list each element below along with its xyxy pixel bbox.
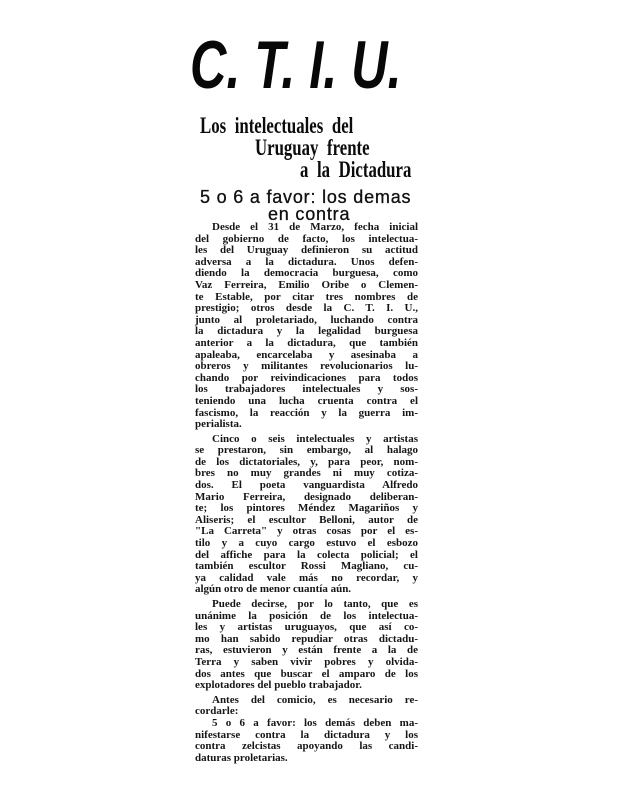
text-line: también escultor Rossi Magliano, cu- <box>195 560 418 573</box>
text-line: teniendo una lucha cruenta contra el <box>195 394 418 407</box>
text-line: Vaz Ferreira, Emilio Oribe o Clemen- <box>195 278 418 291</box>
article-paragraph <box>195 434 418 596</box>
text-line: apaleaba, encarcelaba y asesinaba a <box>195 348 418 361</box>
text-line: chando por reivindicaciones para todos <box>195 371 418 384</box>
text-line: obreros y militantes revolucionarios lu- <box>195 360 418 373</box>
text-line: daturas proletarias. <box>195 751 288 764</box>
text-line: "La Carreta" y otras cosas por el es- <box>195 525 418 538</box>
text-line: diendo la democracia burguesa, como <box>195 267 418 280</box>
text-line: te; los pintores Méndez Magariños y <box>195 502 418 515</box>
text-line: mo han sabido repudiar otras dictadu- <box>195 632 418 645</box>
text-line: explotadores del pueblo trabajador. <box>195 679 362 692</box>
article-paragraph <box>195 222 418 431</box>
text-line: de los dictatoriales, y, para peor, nom- <box>195 455 418 468</box>
text-line: Antes del comicio, es necesario re- <box>212 693 418 706</box>
text-line: Mario Ferreira, designado deliberan- <box>195 490 418 503</box>
text-line: Terra y saben vivir pobres y olvida- <box>195 655 418 668</box>
text-line: tilo y a cuyo cargo estuvo el esbozo <box>195 537 418 550</box>
text-line: ras, estuvieron y están frente a la de <box>195 644 418 657</box>
text-line: ya calidad vale más no recordar, y <box>195 571 418 584</box>
text-line: les del Uruguay definieron su actitud <box>195 244 418 257</box>
text-line: adversa a la dictadura. Unos defen- <box>195 255 418 268</box>
text-line: unánime la posición de los intelectua- <box>195 609 418 622</box>
text-line: perialista. <box>195 418 242 431</box>
text-line: la dictadura y la legalidad burguesa <box>195 325 418 338</box>
text-line: algún otro de menor cuantía aún. <box>195 583 352 596</box>
text-line: los trabajadores intelectuales y sos- <box>195 383 418 396</box>
subheadline-line: en contra <box>268 204 351 224</box>
text-line: nifestarse contra la dictadura y los <box>195 728 418 741</box>
text-line: prestigio; otros desde la C. T. I. U., <box>195 302 418 315</box>
masthead-title: C. T. I. U. <box>190 27 402 103</box>
article-paragraph <box>195 695 418 718</box>
text-line: te Estable, por citar tres nombres de <box>195 290 418 303</box>
headline-line: Uruguay frente <box>255 135 370 160</box>
article-paragraph <box>195 718 418 764</box>
text-line: del affiche para la colecta policial; el <box>195 548 418 561</box>
text-line: Desde el 31 de Marzo, fecha inicial <box>212 221 418 233</box>
text-line: fascismo, la reacción y la guerra im- <box>195 406 418 419</box>
text-line: Puede decirse, por lo tanto, que es <box>212 598 418 610</box>
text-line: les y artistas uruguayos, que así co- <box>195 621 418 634</box>
text-line: dos. El poeta vanguardista Alfredo <box>195 479 418 492</box>
text-line: cordarle: <box>195 705 239 718</box>
text-line: Cinco o seis intelectuales y artistas <box>212 432 418 445</box>
article-body <box>195 222 418 764</box>
text-line: dos antes que buscar el amparo de los <box>195 667 418 680</box>
text-line: Aliseris; el escultor Belloni, autor de <box>195 513 418 526</box>
text-line: bres no muy grandes ni muy cotiza- <box>195 467 418 480</box>
headline-line: a la Dictadura <box>300 157 412 182</box>
text-line: del gobierno de facto, los intelectua- <box>195 232 418 245</box>
text-line: anterior a la dictadura, que también <box>195 336 418 349</box>
text-line: contra zelcistas apoyando las candi- <box>195 740 418 753</box>
subheadline-line: 5 o 6 a favor: los demas <box>200 187 412 207</box>
text-line: junto al proletariado, luchando contra <box>195 313 418 326</box>
text-line: se prestaron, sin embargo, al halago <box>195 444 418 457</box>
text-line: 5 o 6 a favor: los demás deben ma- <box>212 716 418 729</box>
headline-line: Los intelectuales del <box>200 113 354 138</box>
article-paragraph <box>195 599 418 692</box>
